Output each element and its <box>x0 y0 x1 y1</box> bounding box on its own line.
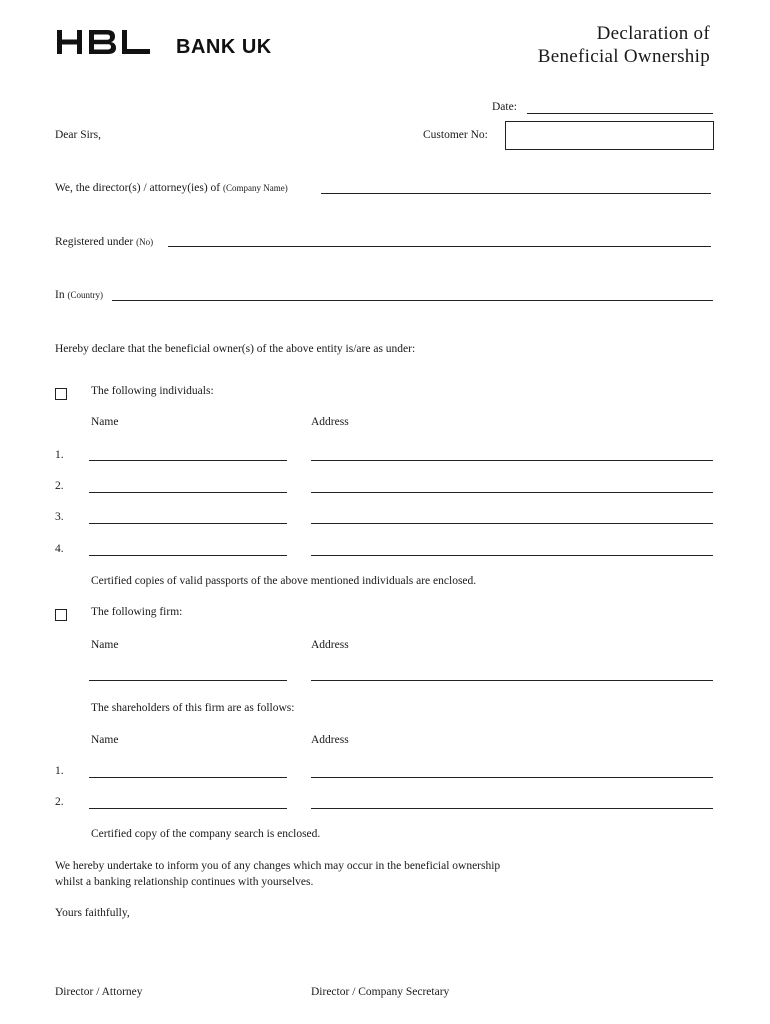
individual-number-2: 2. <box>55 480 64 492</box>
company-name-hint: (Company Name) <box>223 183 288 193</box>
title-line-1: Declaration of <box>596 23 710 44</box>
individuals-option-label: The following individuals: <box>91 385 214 397</box>
individual-3-name-field[interactable] <box>89 523 287 524</box>
undertake-line-1: We hereby undertake to inform you of any changes which may occur in the beneficial ownership <box>55 860 501 872</box>
company-search-note: Certified copy of the company search is enclosed. <box>91 828 321 840</box>
shareholders-name-header: Name <box>91 734 119 746</box>
customer-no-field[interactable] <box>505 121 714 150</box>
shareholder-number-2: 2. <box>55 796 64 808</box>
declaration-statement: Hereby declare that the beneficial owner(s) of the above entity is/are as under: <box>55 343 416 355</box>
individuals-checkbox[interactable] <box>55 388 67 400</box>
registration-no-field[interactable] <box>168 246 711 247</box>
date-field[interactable] <box>527 113 713 114</box>
shareholder-2-address-field[interactable] <box>311 808 713 809</box>
registered-label-text: Registered under <box>55 236 134 248</box>
shareholder-2-name-field[interactable] <box>89 808 287 809</box>
firm-option-label: The following firm: <box>91 606 183 618</box>
signature-director-secretary: Director / Company Secretary <box>311 986 450 998</box>
individual-1-address-field[interactable] <box>311 460 713 461</box>
firm-name-header: Name <box>91 639 119 651</box>
customer-no-label: Customer No: <box>423 129 488 141</box>
individuals-name-header: Name <box>91 416 119 428</box>
closing: Yours faithfully, <box>55 907 130 919</box>
document-title <box>538 22 710 68</box>
shareholder-1-name-field[interactable] <box>89 777 287 778</box>
country-label-text: In <box>55 289 65 301</box>
company-name-field[interactable] <box>321 193 711 194</box>
country-field[interactable] <box>112 300 713 301</box>
firm-name-field[interactable] <box>89 680 287 681</box>
country-label <box>55 289 103 301</box>
individual-number-3: 3. <box>55 511 64 523</box>
firm-address-field[interactable] <box>311 680 713 681</box>
registered-label <box>55 236 153 248</box>
shareholder-1-address-field[interactable] <box>311 777 713 778</box>
undertake-line-2: whilst a banking relationship continues with yourselves. <box>55 876 314 888</box>
firm-address-header: Address <box>311 639 349 651</box>
shareholders-label: The shareholders of this firm are as follows: <box>91 702 295 714</box>
individual-number-1: 1. <box>55 449 64 461</box>
firm-checkbox[interactable] <box>55 609 67 621</box>
shareholders-address-header: Address <box>311 734 349 746</box>
country-hint: (Country) <box>67 290 103 300</box>
individual-4-name-field[interactable] <box>89 555 287 556</box>
shareholder-number-1: 1. <box>55 765 64 777</box>
hbl-logo-mark <box>55 28 153 56</box>
individual-2-name-field[interactable] <box>89 492 287 493</box>
salutation: Dear Sirs, <box>55 129 101 141</box>
individuals-address-header: Address <box>311 416 349 428</box>
we-label <box>55 182 288 194</box>
signature-director-attorney: Director / Attorney <box>55 986 143 998</box>
individual-2-address-field[interactable] <box>311 492 713 493</box>
registered-no-hint: (No) <box>136 237 154 247</box>
date-label: Date: <box>492 101 517 113</box>
we-label-text: We, the director(s) / attorney(ies) of <box>55 182 221 194</box>
individual-3-address-field[interactable] <box>311 523 713 524</box>
individual-number-4: 4. <box>55 543 64 555</box>
individual-4-address-field[interactable] <box>311 555 713 556</box>
individual-1-name-field[interactable] <box>89 460 287 461</box>
hbl-logo <box>55 28 153 61</box>
passports-note: Certified copies of valid passports of the above mentioned individuals are enclosed. <box>91 575 477 587</box>
bank-uk-label: BANK UK <box>176 36 272 58</box>
title-line-2: Beneficial Ownership <box>537 46 710 67</box>
